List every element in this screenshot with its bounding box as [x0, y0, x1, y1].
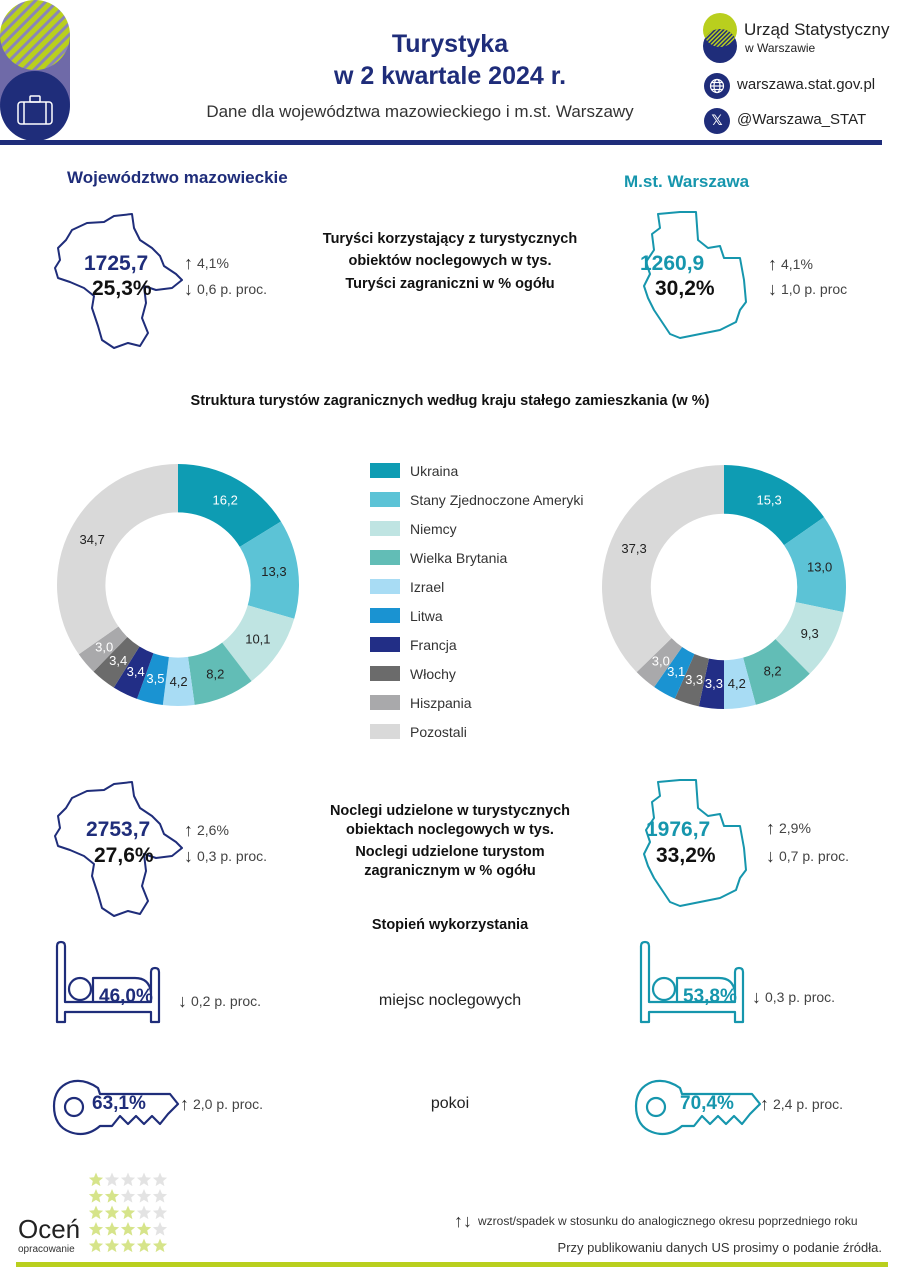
- brand-subname: w Warszawie: [745, 41, 816, 55]
- tourists-foreign-pct-warszawa: 30,2%: [655, 277, 715, 300]
- header-divider: [0, 140, 882, 145]
- legend-swatch: [370, 463, 400, 478]
- website-link[interactable]: warszawa.stat.gov.pl: [737, 76, 876, 93]
- arrow-down-icon: ↓: [184, 279, 193, 299]
- legend-item: Hiszpania: [370, 688, 610, 717]
- rating-stars-icon: [88, 1172, 168, 1254]
- rooms-label: pokoi: [430, 1095, 470, 1112]
- arrow-down-icon: ↓: [768, 279, 777, 299]
- donut-value-label: 3,3: [704, 676, 723, 692]
- rate-subtitle: opracowanie: [18, 1244, 75, 1255]
- nights-foreign-pct-warszawa: 33,2%: [656, 844, 716, 867]
- legend-swatch: [370, 666, 400, 681]
- utilization-title: Stopień wykorzystania: [371, 917, 529, 933]
- beds-label: miejsc noclegowych: [378, 992, 522, 1009]
- structure-title: Struktura turystów zagranicznych według kraju stałego zamieszkania (w %): [190, 393, 710, 409]
- chart-legend: [370, 456, 610, 746]
- donut-value-label: 13,0: [806, 559, 833, 575]
- region-title-mazowieckie: Województwo mazowieckie: [67, 168, 288, 187]
- source-note: Przy publikowaniu danych US prosimy o podanie źródła.: [557, 1240, 882, 1255]
- legend-item: Ukraina: [370, 456, 610, 485]
- donut-value-label: 34,7: [79, 532, 105, 548]
- arrow-up-icon: ↑: [760, 1094, 769, 1114]
- donut-value-label: 3,5: [146, 671, 165, 687]
- nights-change-down-mazowieckie: ↓ 0,3 p. proc.: [184, 846, 268, 866]
- rooms-utilization-warszawa: 70,4%: [680, 1093, 734, 1114]
- nights-foreign-pct-mazowieckie: 27,6%: [94, 844, 154, 867]
- beds-utilization-warszawa: 53,8%: [683, 986, 737, 1007]
- globe-icon: [704, 73, 730, 99]
- x-logo-icon: 𝕏: [704, 108, 730, 134]
- beds-change-mazowieckie: ↓ 0,2 p. proc.: [178, 991, 262, 1011]
- tourists-value-warszawa: 1260,9: [640, 252, 705, 275]
- nights-change-up-warszawa: ↑ 2,9%: [766, 818, 811, 838]
- donut-value-label: 10,1: [245, 631, 271, 647]
- beds-utilization-mazowieckie: 46,0%: [99, 986, 153, 1007]
- arrow-down-icon: ↓: [766, 846, 775, 866]
- arrow-up-icon: ↑: [184, 253, 193, 273]
- legend-swatch: [370, 724, 400, 739]
- tourists-change-up-warszawa: ↑ 4,1%: [768, 254, 813, 274]
- region-title-warszawa: M.st. Warszawa: [624, 172, 750, 191]
- arrow-down-icon: ↓: [752, 987, 761, 1007]
- donut-value-label: 37,3: [621, 541, 647, 557]
- donut-value-label: 16,2: [212, 492, 238, 508]
- page-subtitle: Dane dla województwa mazowieckiego i m.st. Warszawy: [206, 102, 634, 121]
- donut-value-label: 13,3: [261, 563, 287, 579]
- arrow-down-icon: ↓: [178, 991, 187, 1011]
- legend-swatch: [370, 637, 400, 652]
- arrow-up-icon: ↑: [768, 254, 777, 274]
- legend-swatch: [370, 608, 400, 623]
- legend-item: Francja: [370, 630, 610, 659]
- donut-chart-mazowieckie: [56, 463, 300, 707]
- legend-item: Izrael: [370, 572, 610, 601]
- arrow-up-icon: ↑: [766, 818, 775, 838]
- nights-description: Noclegi udzielone w turystycznych obiektach noclegowych w tys. Noclegi udzielone turystom zagranicznym w % ogółu: [329, 803, 571, 879]
- legend-swatch: [370, 579, 400, 594]
- page-title-line1: Turystyka: [391, 30, 509, 58]
- brand-logo: [700, 12, 740, 64]
- legend-item: Niemcy: [370, 514, 610, 543]
- legend-item: Litwa: [370, 601, 610, 630]
- donut-value-label: 3,3: [685, 671, 704, 687]
- arrow-up-icon: ↑: [180, 1094, 189, 1114]
- donut-value-label: 4,2: [169, 673, 188, 689]
- donut-value-label: 3,0: [651, 653, 670, 669]
- donut-chart-warszawa: [601, 464, 847, 710]
- tourists-foreign-pct-mazowieckie: 25,3%: [92, 277, 152, 300]
- bed-icon: [639, 940, 745, 1024]
- legend-item: Pozostali: [370, 717, 610, 746]
- donut-value-label: 3,4: [126, 664, 145, 680]
- page-title-line2: w 2 kwartale 2024 r.: [333, 62, 567, 90]
- tourists-change-down-warszawa: ↓ 1,0 p. proc: [768, 279, 848, 299]
- donut-value-label: 8,2: [763, 663, 782, 679]
- legend-item: Stany Zjednoczone Ameryki: [370, 485, 610, 514]
- donut-value-label: 3,0: [95, 639, 114, 655]
- rooms-change-mazowieckie: ↑ 2,0 p. proc.: [180, 1094, 264, 1114]
- legend-item: Wielka Brytania: [370, 543, 610, 572]
- rooms-change-warszawa: ↑ 2,4 p. proc.: [760, 1094, 844, 1114]
- tourists-value-mazowieckie: 1725,7: [84, 252, 149, 275]
- brand-name: Urząd Statystyczny: [744, 20, 890, 39]
- bed-icon: [55, 940, 161, 1024]
- nights-change-up-mazowieckie: ↑ 2,6%: [184, 820, 229, 840]
- legend-swatch: [370, 492, 400, 507]
- donut-value-label: 4,2: [727, 675, 746, 691]
- trend-legend: ↑↓ wzrost/spadek w stosunku do analogicznego okresu poprzedniego roku: [454, 1211, 858, 1231]
- rooms-utilization-mazowieckie: 63,1%: [92, 1093, 146, 1114]
- legend-swatch: [370, 550, 400, 565]
- donut-value-label: 9,3: [800, 625, 819, 641]
- nights-value-warszawa: 1976,7: [646, 818, 711, 841]
- donut-value-label: 8,2: [206, 666, 225, 682]
- arrow-down-icon: ↓: [184, 846, 193, 866]
- legend-item: Włochy: [370, 659, 610, 688]
- rate-title: Oceń: [18, 1214, 81, 1244]
- arrow-up-icon: ↑: [184, 820, 193, 840]
- legend-swatch: [370, 521, 400, 536]
- donut-value-label: 3,4: [109, 653, 128, 669]
- donut-slice: [57, 464, 178, 654]
- tourists-change-down-mazowieckie: ↓ 0,6 p. proc.: [184, 279, 268, 299]
- donut-slice: [602, 465, 724, 672]
- beds-change-warszawa: ↓ 0,3 p. proc.: [752, 987, 836, 1007]
- suitcase-icon: [16, 94, 54, 126]
- donut-value-label: 15,3: [756, 492, 782, 508]
- donut-value-label: 3,1: [667, 664, 686, 680]
- arrow-up-down-icon: ↑↓: [454, 1211, 472, 1231]
- footer-divider: [16, 1262, 888, 1267]
- social-link[interactable]: @Warszawa_STAT: [737, 111, 867, 128]
- tourists-description: Turyści korzystający z turystycznych obiektów noclegowych w tys. Turyści zagraniczni w % ogółu: [322, 231, 578, 292]
- rate-publication-button[interactable]: [16, 1170, 176, 1260]
- nights-value-mazowieckie: 2753,7: [86, 818, 151, 841]
- legend-swatch: [370, 695, 400, 710]
- tourists-change-up-mazowieckie: ↑ 4,1%: [184, 253, 229, 273]
- nights-change-down-warszawa: ↓ 0,7 p. proc.: [766, 846, 850, 866]
